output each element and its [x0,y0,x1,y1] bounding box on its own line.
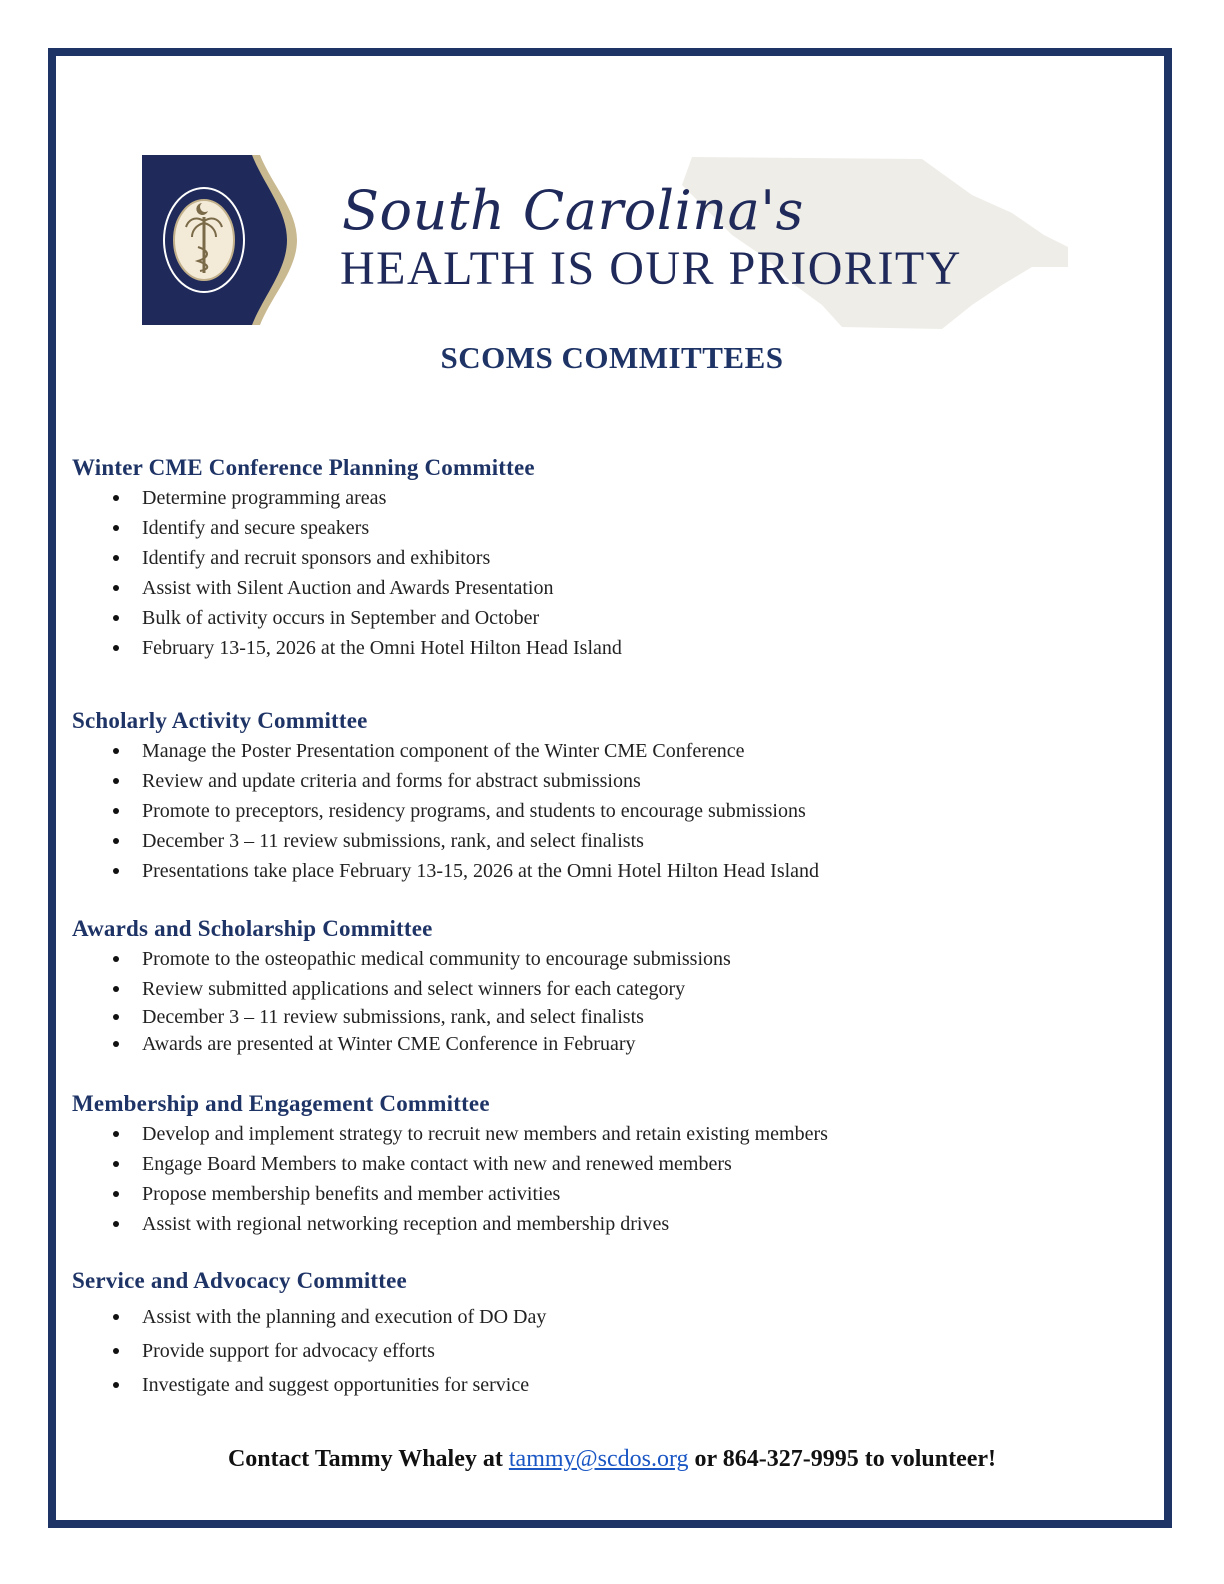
list-item [72,573,1132,603]
committee-heading: Membership and Engagement Committee [72,1091,490,1116]
list-item-text: Identify and secure speakers [142,517,370,539]
bullet-icon [113,585,119,591]
committee-items [72,1119,1132,1239]
list-item [72,1368,1132,1402]
list-item [72,974,1132,1004]
list-item [72,736,1132,766]
list-item [72,543,1132,573]
list-item-text: Determine programming areas [142,487,387,509]
bullet-icon [113,956,119,962]
list-item-text: Investigate and suggest opportunities for service [142,1374,530,1396]
footer-suffix: or 864-327-9995 to volunteer! [688,1446,997,1472]
list-item-text: Assist with the planning and execution of DO Day [142,1306,547,1328]
list-item [72,1149,1132,1179]
bullet-icon [113,1191,119,1197]
list-item [72,1209,1132,1239]
bullet-icon [113,645,119,651]
list-item [72,1004,1132,1030]
list-item [72,1334,1132,1368]
list-item-text: Presentations take place February 13-15, 2026 at the Omni Hotel Hilton Head Island [142,860,820,882]
committee-membership-engagement [72,1089,1132,1239]
bullet-icon [113,748,119,754]
list-item [72,1300,1132,1334]
list-item-text: Review submitted applications and select winners for each category [142,978,686,1000]
bullet-icon [113,868,119,874]
list-item [72,1030,1132,1058]
list-item-text: Awards are presented at Winter CME Conference in February [142,1033,636,1055]
scoms-logo [142,155,302,325]
bullet-icon [113,778,119,784]
list-item-text: Engage Board Members to make contact with new and renewed members [142,1153,732,1175]
list-item [72,483,1132,513]
committee-awards-scholarship [72,914,1132,1058]
bullet-icon [113,1041,119,1047]
list-item [72,826,1132,856]
bullet-icon [113,495,119,501]
bullet-icon [113,1382,119,1388]
bullet-icon [113,1131,119,1137]
bullet-icon [113,1161,119,1167]
bullet-icon [113,1014,119,1020]
list-item-text: Review and update criteria and forms for abstract submissions [142,770,641,792]
header-banner [142,155,1082,330]
list-item-text: Manage the Poster Presentation component of the Winter CME Conference [142,740,745,762]
list-item [72,856,1132,886]
list-item-text: Provide support for advocacy efforts [142,1340,435,1362]
committee-scholarly-activity [72,706,1132,886]
bullet-icon [113,838,119,844]
bullet-icon [113,525,119,531]
bullet-icon [113,615,119,621]
list-item [72,1179,1132,1209]
committee-items [72,944,1132,1058]
bullet-icon [113,986,119,992]
committee-service-advocacy [72,1266,1132,1402]
script-heading: South Carolina's [342,179,804,242]
committee-items [72,483,1132,663]
page-title: SCOMS COMMITTEES [440,340,784,375]
list-item-text: Assist with Silent Auction and Awards Presentation [142,577,554,599]
list-item [72,633,1132,663]
committee-heading: Awards and Scholarship Committee [72,916,433,941]
committee-items [72,736,1132,886]
list-item-text: Identify and recruit sponsors and exhibitors [142,547,491,569]
list-item-text: December 3 – 11 review submissions, rank, and select finalists [142,1006,644,1028]
email-link[interactable]: tammy@scdos.org [508,1446,689,1472]
list-item-text: Propose membership benefits and member activities [142,1183,561,1205]
list-item [72,796,1132,826]
committee-heading: Winter CME Conference Planning Committee [72,455,535,480]
contact-footer [0,1446,1224,1473]
bullet-icon [113,1221,119,1227]
committee-items [72,1300,1132,1402]
bullet-icon [113,808,119,814]
list-item-text: Develop and implement strategy to recruit new members and retain existing members [142,1123,828,1145]
list-item [72,603,1132,633]
committee-heading: Scholarly Activity Committee [72,708,368,733]
list-item [72,944,1132,974]
list-item [72,513,1132,543]
list-item-text: February 13-15, 2026 at the Omni Hotel Hilton Head Island [142,637,622,659]
committee-heading: Service and Advocacy Committee [72,1268,407,1293]
list-item [72,766,1132,796]
committee-winter-cme [72,453,1132,663]
footer-prefix: Contact Tammy Whaley at [227,1446,509,1472]
banner-heading: HEALTH IS OUR PRIORITY [340,242,962,295]
list-item-text: December 3 – 11 review submissions, rank, and select finalists [142,830,644,852]
bullet-icon [113,1314,119,1320]
list-item-text: Assist with regional networking reception and membership drives [142,1213,670,1235]
list-item-text: Promote to preceptors, residency programs, and students to encourage submissions [142,800,806,822]
bullet-icon [113,1348,119,1354]
list-item [72,1119,1132,1149]
list-item-text: Promote to the osteopathic medical community to encourage submissions [142,948,731,970]
bullet-icon [113,555,119,561]
list-item-text: Bulk of activity occurs in September and October [142,607,540,629]
